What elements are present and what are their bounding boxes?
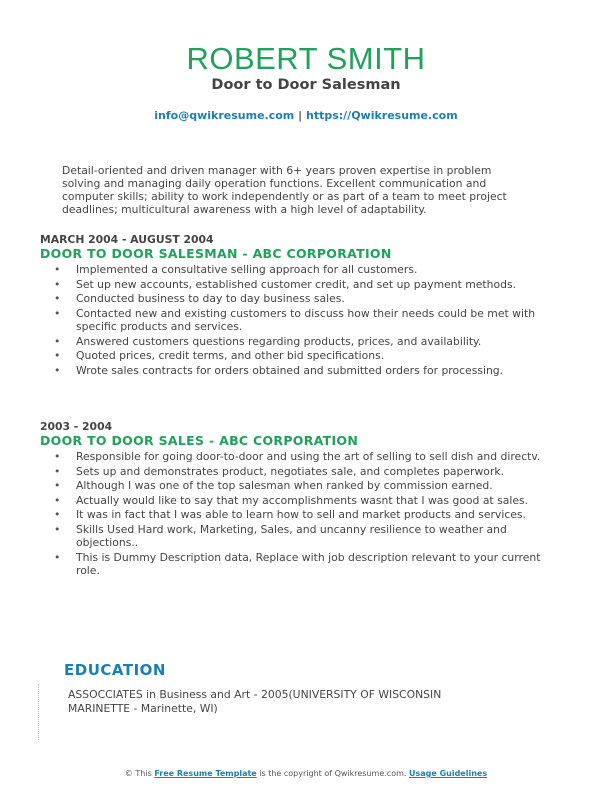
list-item: • Set up new accounts, established customer credit, and set up payment methods. bbox=[76, 278, 560, 292]
job-title: Door to Door Salesman bbox=[211, 77, 401, 93]
job-dates: 2003 - 2004 bbox=[40, 420, 113, 433]
list-item: • Contacted new and existing customers to discuss how their needs could be met with specific products and services. bbox=[76, 307, 560, 334]
education-divider bbox=[38, 684, 39, 740]
list-item: • Answered customers questions regarding products, prices, and availability. bbox=[76, 335, 560, 349]
list-item: • Implemented a consultative selling approach for all customers. bbox=[76, 263, 560, 277]
footer bbox=[0, 769, 612, 778]
list-item: • Responsible for going door-to-door and using the art of selling to sell dish and directv. bbox=[76, 450, 560, 464]
education-heading: EDUCATION bbox=[64, 661, 166, 679]
footer-copyright: is the copyright of Qwikresume.com. bbox=[259, 769, 407, 778]
experience-entry-1 bbox=[40, 233, 560, 378]
list-item: • Skills Used Hard work, Marketing, Sales, and uncanny resilience to weather and objections.. bbox=[76, 523, 560, 550]
usage-guidelines-link[interactable]: Usage Guidelines bbox=[408, 769, 488, 778]
footer-prefix: © This bbox=[124, 769, 152, 778]
education-entry: ASSOCCIATES in Business and Art - 2005(UNIVERSITY OF WISCONSIN MARINETTE - Marinette, WI) bbox=[68, 688, 442, 715]
job-role: DOOR TO DOOR SALES - ABC CORPORATION bbox=[40, 433, 359, 448]
resume-header bbox=[0, 0, 612, 122]
list-item: • Conducted business to day to day business sales. bbox=[76, 292, 560, 306]
list-item: • Sets up and demonstrates product, negotiates sale, and completes paperwork. bbox=[76, 465, 560, 479]
email-link[interactable]: info@qwikresume.com bbox=[154, 109, 295, 122]
job-dates: MARCH 2004 - AUGUST 2004 bbox=[40, 233, 214, 246]
list-item: • It was in fact that I was able to learn how to sell and market products and services. bbox=[76, 508, 560, 522]
list-item: • Wrote sales contracts for orders obtained and submitted orders for processing. bbox=[76, 364, 560, 378]
contact-line bbox=[0, 109, 612, 122]
list-item: • Quoted prices, credit terms, and other bid specifications. bbox=[76, 349, 560, 363]
experience-entry-2 bbox=[40, 420, 560, 579]
job-role: DOOR TO DOOR SALESMAN - ABC CORPORATION bbox=[40, 246, 392, 261]
professional-summary: Detail-oriented and driven manager with 6+ years proven expertise in problem solving and managing daily operation functions. Excellent communication and computer skills; ability to work independently or as part of a team to meet project deadlines; multicultural awareness with a high level of adaptability. bbox=[62, 164, 507, 216]
list-item: • Actually would like to say that my accomplishments wasnt that I was good at sales. bbox=[76, 494, 560, 508]
contact-separator: | bbox=[298, 109, 303, 122]
free-resume-template-link[interactable]: Free Resume Template bbox=[154, 769, 257, 778]
list-item: • Although I was one of the top salesman when ranked by commission earned. bbox=[76, 479, 560, 493]
candidate-name: ROBERT SMITH bbox=[186, 41, 426, 76]
job-bullets bbox=[40, 263, 560, 377]
list-item: • This is Dummy Description data, Replace with job description relevant to your current role. bbox=[76, 551, 560, 578]
job-bullets bbox=[40, 450, 560, 578]
website-link[interactable]: https://Qwikresume.com bbox=[305, 109, 458, 122]
